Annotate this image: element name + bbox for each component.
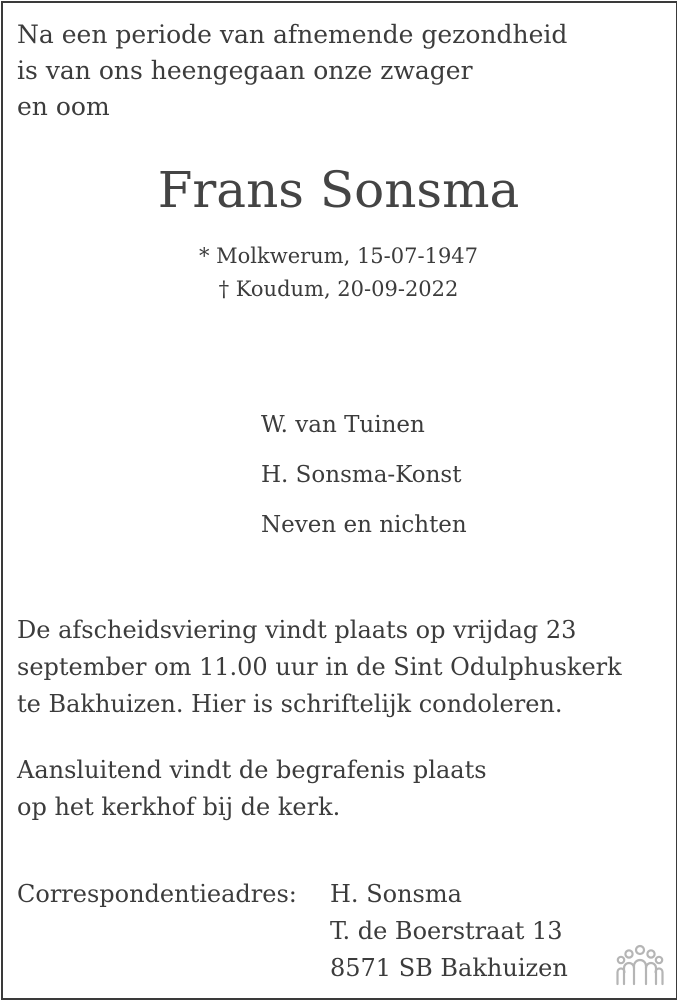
correspondence-label: Correspondentieadres: <box>17 880 297 908</box>
intro-line: Na een periode van afnemende gezondheid <box>17 20 568 49</box>
family-list <box>261 400 467 550</box>
family-member: W. van Tuinen <box>261 412 425 438</box>
death-date: † Koudum, 20-09-2022 <box>218 277 459 301</box>
deceased-name: Frans Sonsma <box>157 161 520 219</box>
service-line: te Bakhuizen. Hier is schriftelijk condoleren. <box>17 690 563 718</box>
life-dates <box>0 240 677 306</box>
family-member: Neven en nichten <box>261 512 467 538</box>
address-line: 8571 SB Bakhuizen <box>330 954 568 982</box>
burial-info <box>17 752 487 826</box>
service-info <box>17 612 622 723</box>
intro-line: en oom <box>17 92 110 121</box>
correspondence-address <box>330 876 568 987</box>
burial-line: Aansluitend vindt de begrafenis plaats <box>17 756 487 784</box>
intro-line: is van ons heengegaan onze zwager <box>17 56 473 85</box>
burial-line: op het kerkhof bij de kerk. <box>17 793 341 821</box>
people-group-icon <box>616 944 664 986</box>
family-member: H. Sonsma-Konst <box>261 462 462 488</box>
service-line: De afscheidsviering vindt plaats op vrijdag 23 <box>17 616 577 644</box>
address-line: T. de Boerstraat 13 <box>330 917 563 945</box>
birth-date: * Molkwerum, 15-07-1947 <box>198 244 479 268</box>
service-line: september om 11.00 uur in de Sint Odulphuskerk <box>17 653 622 681</box>
address-line: H. Sonsma <box>330 880 462 908</box>
intro-text <box>17 17 567 125</box>
